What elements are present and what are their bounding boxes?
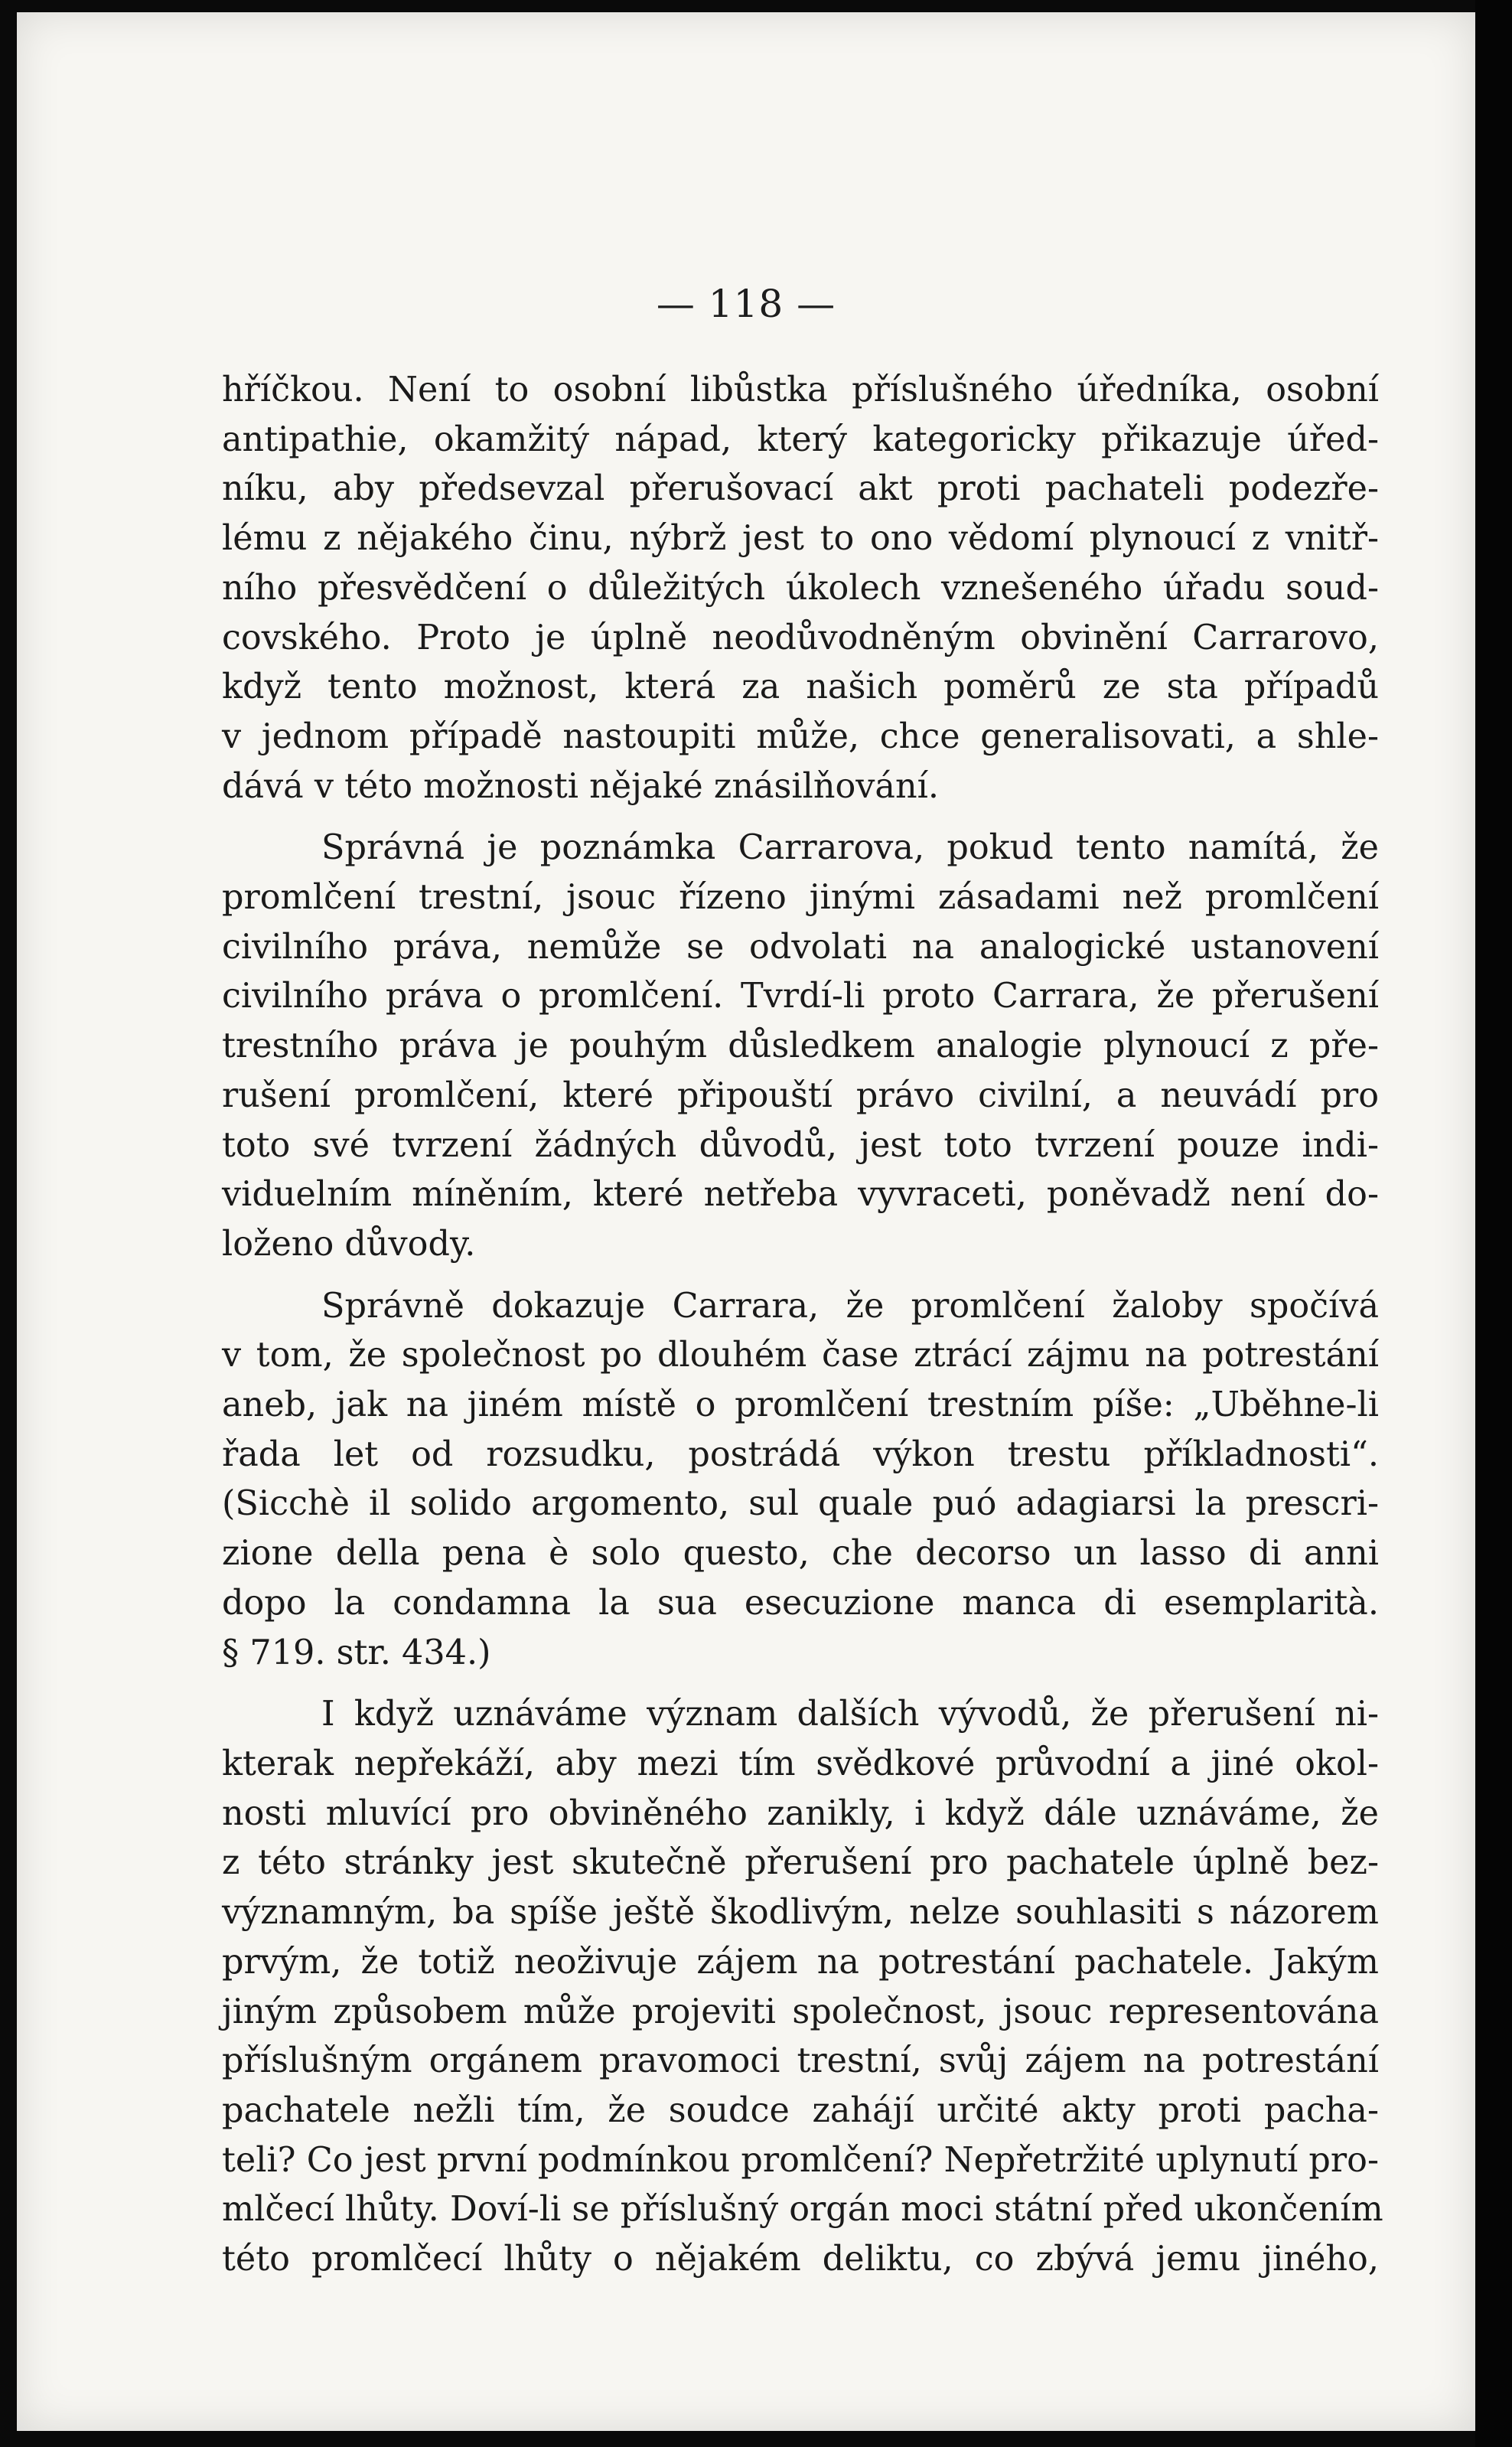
text-line: hříčkou. Není to osobní libůstka příslušného úředníka, osobní xyxy=(222,370,1379,409)
text-line: významným, ba spíše ještě škodlivým, nelze souhlasiti s názorem xyxy=(222,1893,1379,1933)
text-line: jiným způsobem může projeviti společnost, jsouc representována xyxy=(222,1992,1379,2031)
text-line: této promlčecí lhůty o nějakém deliktu, co zbývá jemu jiného, xyxy=(222,2240,1379,2279)
paragraph-2 xyxy=(222,824,1379,1269)
text-line: řada let od rozsudku, postrádá výkon trestu příkladnosti“. xyxy=(222,1434,1379,1474)
text-line: Správná je poznámka Carrarova, pokud tento namítá, že xyxy=(321,828,1379,868)
text-line: aneb, jak na jiném místě o promlčení trestním píše: „Uběhne-li xyxy=(222,1385,1379,1425)
text-line: v jednom případě nastoupiti může, chce generalisovati, a shle- xyxy=(222,716,1379,756)
text-line: dává v této možnosti nějaké znásilňování. xyxy=(222,766,939,806)
text-line: rušení promlčení, které připouští právo civilní, a neuvádí pro xyxy=(222,1075,1379,1115)
text-line: příslušným orgánem pravomoci trestní, svůj zájem na potrestání xyxy=(222,2041,1379,2081)
text-line: zione della pena è solo questo, che decorso un lasso di anni xyxy=(222,1534,1379,1574)
text-line: toto své tvrzení žádných důvodů, jest toto tvrzení pouze indi- xyxy=(222,1125,1379,1165)
text-line: teli? Co jest první podmínkou promlčení? Nepřetržité uplynutí pro- xyxy=(222,2140,1379,2180)
paragraph-4 xyxy=(222,1690,1383,2284)
text-line: I když uznáváme význam dalších vývodů, že přerušení ni- xyxy=(321,1695,1379,1734)
text-line: civilního práva, nemůže se odvolati na analogické ustanovení xyxy=(222,927,1379,967)
text-line: covského. Proto je úplně neodůvodněným obvinění Carrarovo, xyxy=(222,618,1379,657)
text-line: nosti mluvící pro obviněného zanikly, i když dále uznáváme, že xyxy=(222,1793,1379,1833)
text-line: loženo důvody. xyxy=(222,1224,476,1264)
text-line: z této stránky jest skutečně přerušení pro pachatele úplně bez- xyxy=(222,1843,1379,1883)
text-line: kterak nepřekáží, aby mezi tím svědkové průvodní a jiné okol- xyxy=(222,1744,1379,1783)
text-line: lému z nějakého činu, nýbrž jest to ono vědomí plynoucí z vnitř- xyxy=(222,519,1379,559)
text-line: mlčecí lhůty. Doví-li se příslušný orgán moci státní před ukončením xyxy=(222,2190,1383,2230)
text-line: dopo la condamna la sua esecuzione manca di esemplarità. xyxy=(222,1583,1379,1623)
text-line: trestního práva je pouhým důsledkem analogie plynoucí z pře- xyxy=(222,1026,1379,1066)
page-number: — 118 — xyxy=(656,282,836,326)
text-line: prvým, že totiž neoživuje zájem na potrestání pachatele. Jakým xyxy=(222,1942,1379,1982)
text-line: promlčení trestní, jsouc řízeno jinými zásadami než promlčení xyxy=(222,878,1379,918)
text-line: v tom, že společnost po dlouhém čase ztrácí zájmu na potrestání xyxy=(222,1336,1379,1375)
body-text xyxy=(222,366,1383,2297)
paragraph-1 xyxy=(222,366,1379,811)
text-line: (Sicchè il solido argomento, sul quale puó adagiarsi la prescri- xyxy=(222,1484,1379,1524)
paragraph-3 xyxy=(222,1282,1379,1679)
text-line: § 719. str. 434.) xyxy=(222,1633,491,1672)
text-line: ního přesvědčení o důležitých úkolech vznešeného úřadu soud- xyxy=(222,568,1379,608)
text-line: Správně dokazuje Carrara, že promlčení žaloby spočívá xyxy=(321,1286,1379,1326)
text-line: když tento možnost, která za našich poměrů ze sta případů xyxy=(222,667,1379,707)
text-line: viduelním míněním, které netřeba vyvraceti, poněvadž není do- xyxy=(222,1175,1379,1215)
text-line: civilního práva o promlčení. Tvrdí-li proto Carrara, že přerušení xyxy=(222,977,1379,1016)
text-line: pachatele nežli tím, že soudce zahájí určité akty proti pacha- xyxy=(222,2090,1379,2130)
book-page xyxy=(17,12,1475,2431)
text-line: antipathie, okamžitý nápad, který kategoricky přikazuje úřed- xyxy=(222,419,1379,459)
text-line: níku, aby předsevzal přerušovací akt proti pachateli podezře- xyxy=(222,469,1379,509)
scan-edge xyxy=(1475,0,1512,2447)
